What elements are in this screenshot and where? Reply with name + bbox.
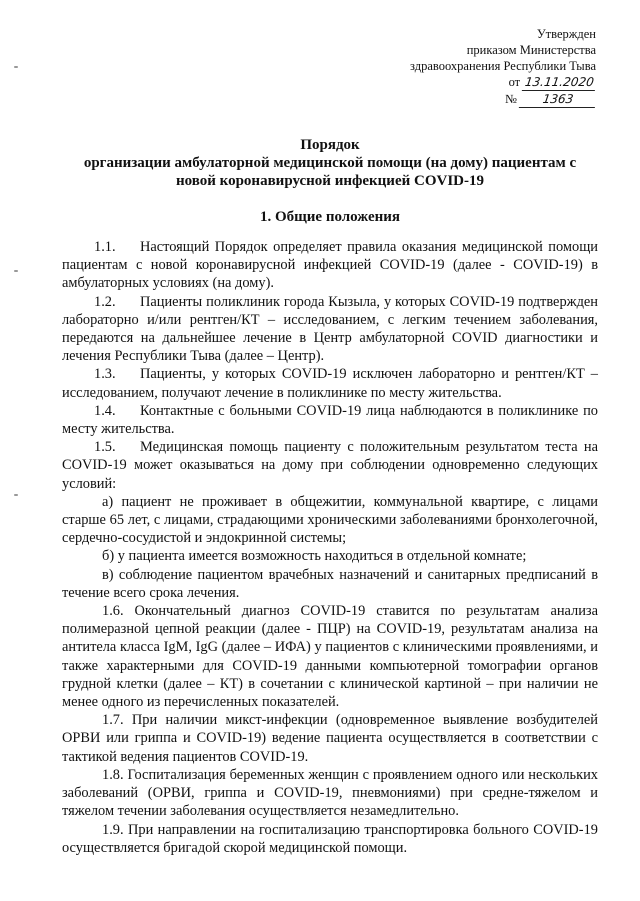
title-line: новой коронавирусной инфекцией COVID-19: [175, 173, 484, 189]
date-prefix: от: [508, 75, 521, 89]
document-body: [62, 238, 598, 857]
paragraph-1-2: [62, 293, 598, 366]
approval-line: приказом Министерства: [466, 43, 596, 57]
paragraph-number: 1.5.: [94, 439, 116, 456]
paragraph-number: 1.4.: [94, 402, 116, 419]
approval-date-row: [346, 74, 596, 91]
paragraph-text: Пациенты, у которых COVID-19 исключен лабораторно и рентген/КТ – исследованием, получают лечение в поликлинике по месту жительства.: [62, 366, 598, 401]
paragraph-text: Контактные с больными COVID-19 лица наблюдаются в поликлинике по месту жительства.: [62, 402, 598, 438]
number-prefix: №: [504, 92, 517, 106]
paragraph-1-8: 1.8. Госпитализация беременных женщин с проявлением одного или нескольких заболеваний (ОРВИ, гриппа и COVID-19, пневмониями) при средне-тяжелом и тяжелом течении заболевания осуществляется незамедлительно.: [62, 766, 598, 820]
scan-artifact: [14, 270, 18, 272]
paragraph-text: Медицинская помощь пациенту с положительным результатом теста на COVID-19 может оказываться на дому при соблюдении одновременно следующих условий:: [62, 439, 598, 492]
section-heading: 1. Общие положения: [259, 209, 401, 225]
condition-a: а) пациент не проживает в общежитии, коммунальной квартире, с лицами старше 65 лет, с лицами, страдающими хроническими заболеваниями бронхолегочной, сердечно-сосудистой и эндокринной системы;: [62, 493, 598, 547]
paragraph-1-4: [62, 402, 598, 438]
paragraph-1-9: 1.9. При направлении на госпитализацию транспортировка больного COVID-19 осуществляется бригадой скорой медицинской помощи.: [62, 821, 598, 856]
title-line: организации амбулаторной медицинской помощи (на дому) пациентам с: [83, 155, 577, 171]
paragraph-text: Настоящий Порядок определяет правила оказания медицинской помощи пациентам с новой коронавирусной инфекцией COVID-19 (далее - COVID-19) в амбулаторных условиях (на дому).: [62, 239, 598, 292]
document-title: [62, 136, 598, 190]
paragraph-number: 1.2.: [94, 293, 116, 310]
paragraph-number: 1.3.: [94, 366, 116, 383]
paragraph-number: 1.1.: [94, 239, 116, 255]
paragraph-1-1: [62, 238, 598, 293]
approval-line: Утвержден: [536, 27, 596, 41]
handwritten-date: 13.11.2020: [522, 74, 597, 91]
paragraph-1-7: 1.7. При наличии микст-инфекции (одновременное выявление возбудителей ОРВИ или гриппа и COVID-19) ведение пациента осуществляется в соответствии с тактикой ведения пациентов COVID-19.: [62, 712, 598, 765]
approval-line: здравоохранения Республики Тыва: [410, 59, 596, 73]
approval-stamp: [346, 26, 596, 108]
paragraph-1-3: [62, 365, 598, 401]
scan-artifact: [14, 494, 18, 496]
handwritten-number: 1363: [519, 91, 597, 108]
condition-c: в) соблюдение пациентом врачебных назначений и санитарных предписаний в течение всего срока лечения.: [62, 566, 598, 601]
approval-number-row: [346, 91, 596, 108]
paragraph-1-5: [62, 438, 598, 493]
paragraph-text: Пациенты поликлиник города Кызыла, у которых COVID-19 подтвержден лабораторно и/или рентген/КТ – исследованием, с легким течением заболевания, передаются на дальнейшее лечение в Центр амбулаторной COVID диагностики и лечения Республики Тыва (далее – Центр).: [62, 293, 598, 365]
scan-artifact: [14, 66, 18, 68]
title-line: Порядок: [300, 137, 360, 153]
condition-b: б) у пациента имеется возможность находиться в отдельной комнате;: [102, 548, 527, 565]
paragraph-1-6: 1.6. Окончательный диагноз COVID-19 ставится по результатам анализа полимеразной цепной реакции (далее - ПЦР) на COVID-19, результатам анализа на антитела класса IgM, IgG (далее – ИФА) у пациентов с клиническими проявлениями, и также характерными для COVID-19 данными компьютерной томографии органов грудной клетки (далее – КТ) в сочетании с клинической картиной – при наличии не менее одного из перечисленных показателей.: [62, 603, 598, 711]
